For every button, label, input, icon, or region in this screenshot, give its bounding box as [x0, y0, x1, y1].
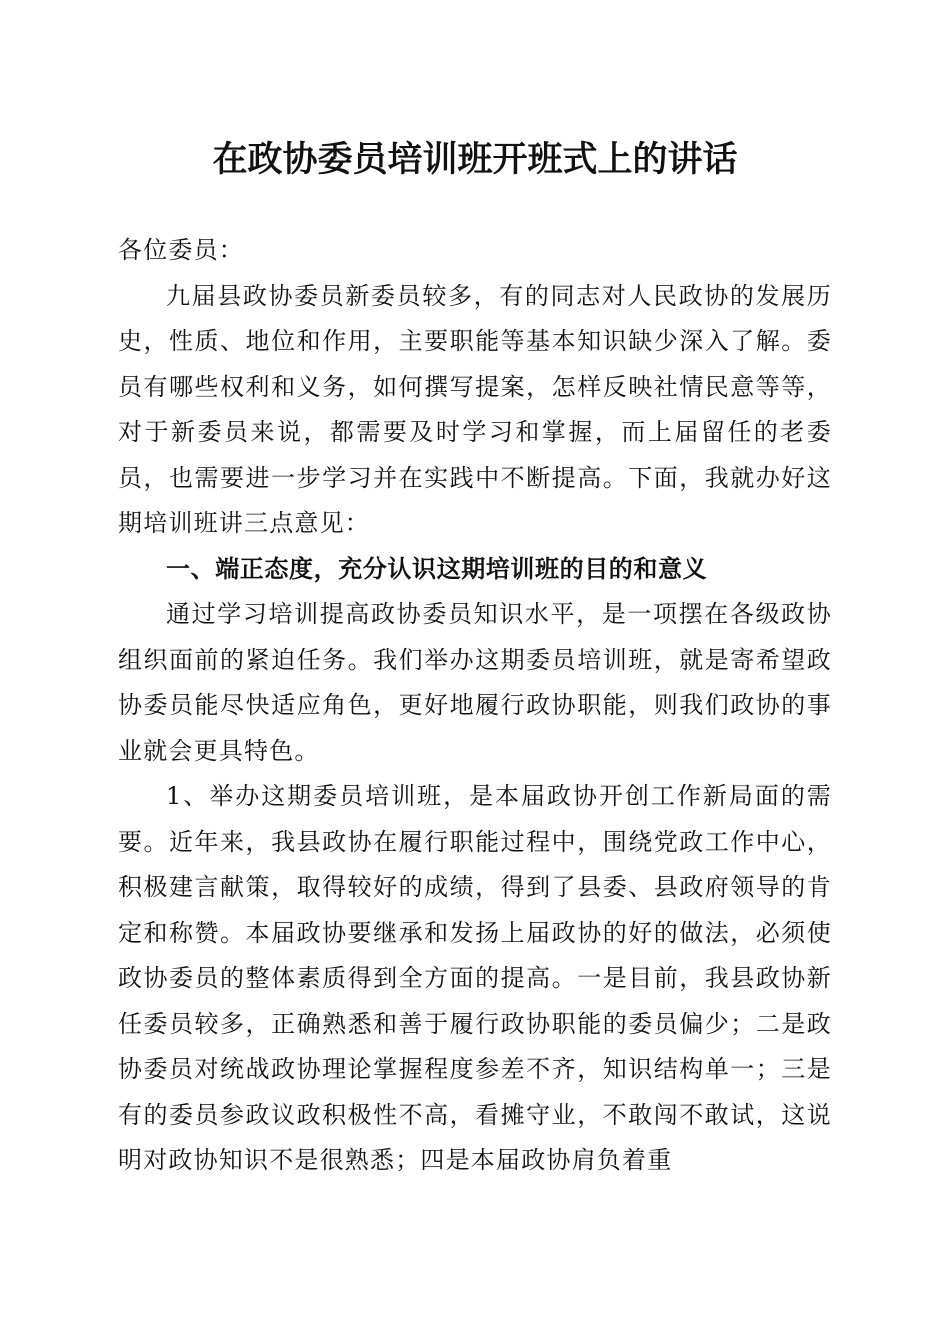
paragraph-training-purpose: 通过学习培训提高政协委员知识水平，是一项摆在各级政协组织面前的紧迫任务。我们举办这期委员培训班，就是寄希望政协委员能尽快适应角色，更好地履行政协职能，则我们政协的事业就会更具特色。 — [118, 600, 832, 765]
document-title: 在政协委员培训班开班式上的讲话 — [212, 139, 738, 180]
paragraph-intro: 九届县政协委员新委员较多，有的同志对人民政协的发展历史，性质、地位和作用，主要职能等基本知识缺少深入了解。委员有哪些权利和义务，如何撰写提案，怎样反映社情民意等等，对于新委员来说，都需要及时学习和掌握，而上届留任的老委员，也需要进一步学习并在实践中不断提高。下面，我就办好这期培训班讲三点意见： — [118, 281, 832, 537]
document-body — [118, 228, 832, 1184]
section-heading-1: 一、端正态度，充分认识这期培训班的目的和意义 — [166, 554, 708, 583]
salutation: 各位委员： — [118, 236, 244, 264]
paragraph-point-1: 1、举办这期委员培训班，是本届政协开创工作新局面的需要。近年来，我县政协在履行职能过程中，围绕党政工作中心，积极建言献策，取得较好的成绩，得到了县委、县政府领导的肯定和称赞。本届政协要继承和发扬上届政协的好的做法，必须使政协委员的整体素质得到全方面的提高。一是目前，我县政协新任委员较多，正确熟悉和善于履行政协职能的委员偏少；二是政协委员对统战政协理论掌握程度参差不齐，知识结构单一；三是有的委员参政议政积极性不高，看摊守业，不敢闯不敢试，这说明对政协知识不是很熟悉；四是本届政协肩负着重 — [118, 782, 832, 1174]
